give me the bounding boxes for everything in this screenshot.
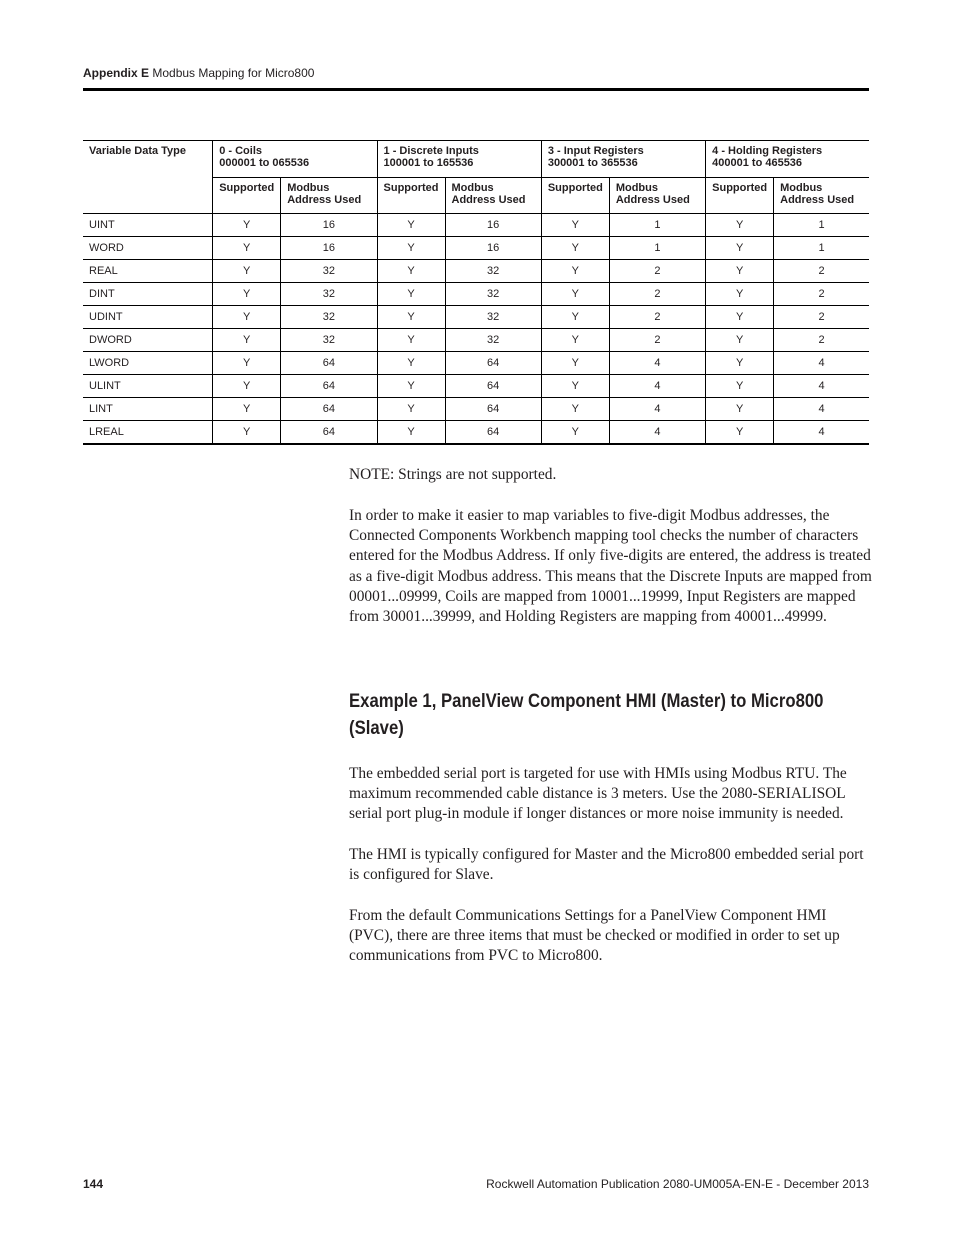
- supported-header: Supported: [377, 178, 445, 214]
- coils-name: 0 - Coils: [219, 145, 262, 157]
- table-row: [83, 398, 869, 421]
- address-used-cell: 32: [445, 283, 541, 306]
- modbus-address-header: [445, 178, 541, 214]
- supported-header: Supported: [541, 178, 609, 214]
- address-used-cell: 4: [774, 375, 869, 398]
- address-used-cell: 4: [774, 398, 869, 421]
- supported-cell: Y: [541, 283, 609, 306]
- address-used-cell: 32: [445, 329, 541, 352]
- supported-cell: Y: [541, 375, 609, 398]
- supported-cell: Y: [377, 398, 445, 421]
- address-used-cell: 2: [609, 283, 705, 306]
- address-used-cell: 1: [609, 237, 705, 260]
- publication-info: Rockwell Automation Publication 2080-UM005A-EN-E - December 2013: [486, 1177, 869, 1191]
- address-used-cell: 64: [281, 421, 377, 445]
- address-used-cell: 32: [281, 260, 377, 283]
- supported-cell: Y: [541, 260, 609, 283]
- modbus-header-line2: Address Used: [615, 194, 690, 206]
- supported-cell: Y: [541, 421, 609, 445]
- modbus-address-header: [609, 178, 705, 214]
- input-registers-name: 3 - Input Registers: [547, 145, 644, 157]
- supported-cell: Y: [213, 237, 281, 260]
- data-type-cell: WORD: [83, 237, 213, 260]
- supported-cell: Y: [213, 421, 281, 445]
- supported-cell: Y: [377, 283, 445, 306]
- modbus-header-line1: Modbus: [451, 182, 494, 194]
- address-used-cell: 64: [281, 398, 377, 421]
- supported-cell: Y: [706, 306, 774, 329]
- address-used-cell: 32: [281, 329, 377, 352]
- coils-header: [213, 141, 377, 178]
- address-used-cell: 2: [609, 260, 705, 283]
- supported-cell: Y: [377, 375, 445, 398]
- supported-cell: Y: [377, 260, 445, 283]
- supported-cell: Y: [377, 329, 445, 352]
- address-used-cell: 32: [445, 260, 541, 283]
- address-used-cell: 4: [774, 421, 869, 445]
- address-used-cell: 64: [445, 398, 541, 421]
- table-row: [83, 352, 869, 375]
- note-text: NOTE: Strings are not supported.: [349, 466, 557, 483]
- supported-cell: Y: [213, 306, 281, 329]
- holding-registers-range: 400001 to 465536: [712, 157, 803, 169]
- address-used-cell: 64: [281, 375, 377, 398]
- input-registers-header: [541, 141, 705, 178]
- data-type-cell: LWORD: [83, 352, 213, 375]
- address-used-cell: 4: [609, 398, 705, 421]
- modbus-header-line1: Modbus: [615, 182, 658, 194]
- data-type-cell: ULINT: [83, 375, 213, 398]
- supported-cell: Y: [541, 214, 609, 237]
- supported-cell: Y: [706, 421, 774, 445]
- data-type-cell: REAL: [83, 260, 213, 283]
- address-used-cell: 16: [281, 237, 377, 260]
- supported-cell: Y: [706, 260, 774, 283]
- address-used-cell: 64: [281, 352, 377, 375]
- address-used-cell: 2: [774, 260, 869, 283]
- supported-cell: Y: [377, 352, 445, 375]
- table-row: [83, 329, 869, 352]
- modbus-address-header: [774, 178, 869, 214]
- data-type-cell: LINT: [83, 398, 213, 421]
- address-used-cell: 2: [609, 306, 705, 329]
- supported-cell: Y: [213, 329, 281, 352]
- supported-cell: Y: [213, 398, 281, 421]
- address-used-cell: 64: [445, 375, 541, 398]
- mapping-paragraph: In order to make it easier to map variables to five-digit Modbus addresses, the Connected Components Workbench mapping tool checks the number of characters entered for the Modbus Address. If only five-digits are entered, the address is treated as a five-digit Modbus address. This means that the Discrete Inputs are mapped from 00001...09999, Coils are mapped from 10001...19999, Input Registers are mapped from 30001...39999, and Holding Registers are mapping from 40001...49999.: [349, 507, 872, 626]
- supported-cell: Y: [541, 398, 609, 421]
- modbus-mapping-table: [83, 140, 869, 445]
- address-used-cell: 1: [774, 214, 869, 237]
- supported-cell: Y: [213, 352, 281, 375]
- supported-cell: Y: [377, 237, 445, 260]
- modbus-address-header: [281, 178, 377, 214]
- modbus-header-line1: Modbus: [780, 182, 823, 194]
- data-type-cell: DWORD: [83, 329, 213, 352]
- supported-cell: Y: [213, 375, 281, 398]
- supported-cell: Y: [541, 306, 609, 329]
- supported-cell: Y: [706, 283, 774, 306]
- table-header-row: [83, 141, 869, 178]
- table-row: [83, 260, 869, 283]
- discrete-inputs-range: 100001 to 165536: [383, 157, 474, 169]
- data-type-cell: UDINT: [83, 306, 213, 329]
- variable-type-header: Variable Data Type: [83, 141, 213, 214]
- supported-cell: Y: [541, 352, 609, 375]
- supported-header: Supported: [706, 178, 774, 214]
- supported-cell: Y: [541, 329, 609, 352]
- discrete-inputs-header: [377, 141, 541, 178]
- supported-cell: Y: [706, 329, 774, 352]
- table-row: [83, 375, 869, 398]
- holding-registers-header: [706, 141, 869, 178]
- supported-cell: Y: [706, 375, 774, 398]
- modbus-header-line1: Modbus: [287, 182, 330, 194]
- address-used-cell: 2: [609, 329, 705, 352]
- discrete-inputs-name: 1 - Discrete Inputs: [383, 145, 479, 157]
- address-used-cell: 32: [281, 283, 377, 306]
- address-used-cell: 4: [609, 421, 705, 445]
- modbus-header-line2: Address Used: [780, 194, 855, 206]
- address-used-cell: 32: [445, 306, 541, 329]
- supported-cell: Y: [213, 214, 281, 237]
- table-row: [83, 306, 869, 329]
- address-used-cell: 1: [609, 214, 705, 237]
- page-number: 144: [83, 1177, 104, 1191]
- supported-cell: Y: [541, 237, 609, 260]
- header-section: Appendix E: [83, 66, 150, 80]
- table-row: [83, 214, 869, 237]
- table-row: [83, 237, 869, 260]
- data-type-cell: DINT: [83, 283, 213, 306]
- input-registers-range: 300001 to 365536: [547, 157, 638, 169]
- supported-cell: Y: [706, 352, 774, 375]
- coils-range: 000001 to 065536: [219, 157, 310, 169]
- table-row: [83, 283, 869, 306]
- address-used-cell: 2: [774, 329, 869, 352]
- hmi-config-paragraph: The HMI is typically configured for Master and the Micro800 embedded serial port is configured for Slave.: [349, 846, 864, 884]
- supported-header: Supported: [213, 178, 281, 214]
- data-type-cell: UINT: [83, 214, 213, 237]
- address-used-cell: 32: [281, 306, 377, 329]
- address-used-cell: 16: [445, 214, 541, 237]
- supported-cell: Y: [213, 283, 281, 306]
- running-header: [83, 66, 869, 80]
- header-title: Modbus Mapping for Micro800: [152, 66, 315, 80]
- address-used-cell: 1: [774, 237, 869, 260]
- supported-cell: Y: [706, 398, 774, 421]
- address-used-cell: 4: [609, 352, 705, 375]
- modbus-header-line2: Address Used: [287, 194, 362, 206]
- supported-cell: Y: [377, 214, 445, 237]
- supported-cell: Y: [706, 214, 774, 237]
- address-used-cell: 2: [774, 283, 869, 306]
- address-used-cell: 16: [445, 237, 541, 260]
- comm-settings-paragraph: From the default Communications Settings for a PanelView Component HMI (PVC), there are three items that must be checked or modified in order to set up communications from PVC to Micro800.: [349, 907, 840, 965]
- section-heading: Example 1, PanelView Component HMI (Master) to Micro800 (Slave): [349, 691, 824, 739]
- address-used-cell: 16: [281, 214, 377, 237]
- table-row: [83, 421, 869, 445]
- data-type-cell: LREAL: [83, 421, 213, 445]
- serial-port-paragraph: The embedded serial port is targeted for use with HMIs using Modbus RTU. The maximum recommended cable distance is 3 meters. Use the 2080-SERIALISOL serial port plug-in module if longer distances or more noise immunity is needed.: [349, 765, 847, 823]
- address-used-cell: 2: [774, 306, 869, 329]
- address-used-cell: 4: [774, 352, 869, 375]
- address-used-cell: 64: [445, 352, 541, 375]
- header-rule: [83, 88, 869, 91]
- table-body: [83, 214, 869, 445]
- supported-cell: Y: [213, 260, 281, 283]
- address-used-cell: 4: [609, 375, 705, 398]
- modbus-header-line2: Address Used: [451, 194, 526, 206]
- supported-cell: Y: [377, 306, 445, 329]
- supported-cell: Y: [706, 237, 774, 260]
- supported-cell: Y: [377, 421, 445, 445]
- holding-registers-name: 4 - Holding Registers: [712, 145, 823, 157]
- address-used-cell: 64: [445, 421, 541, 445]
